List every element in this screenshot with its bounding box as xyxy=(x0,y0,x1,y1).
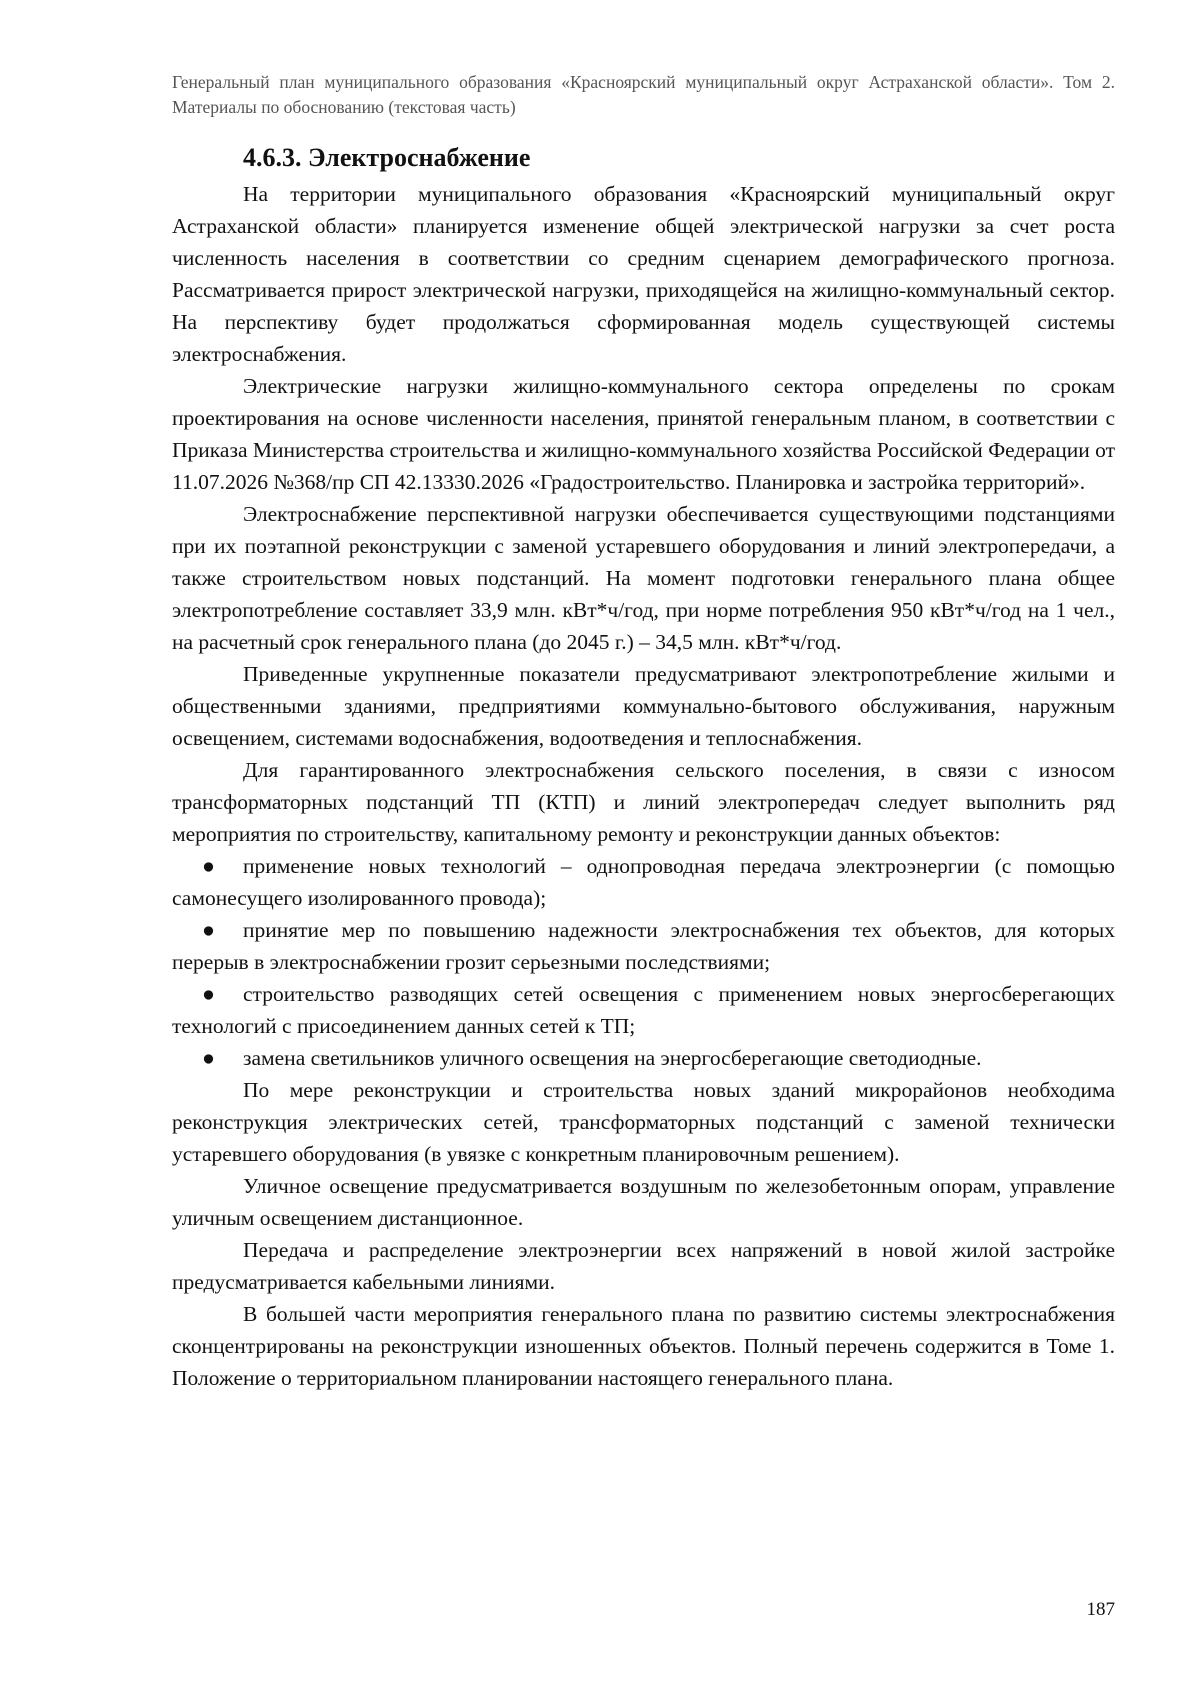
bullet-icon: ● xyxy=(202,982,215,1006)
list-item xyxy=(172,978,1115,1042)
list-item-text: принятие мер по повышению надежности электроснабжения тех объектов, для которых перерыв в электроснабжении грозит серьезными последствиями; xyxy=(172,918,1115,974)
list-item xyxy=(172,914,1115,978)
bullet-list xyxy=(172,850,1115,1074)
list-item xyxy=(172,1042,1115,1074)
list-item xyxy=(172,850,1115,914)
document-body xyxy=(172,178,1115,1394)
paragraph: Для гарантированного электроснабжения сельского поселения, в связи с износом трансформаторных подстанций ТП (КТП) и линий электропередач следует выполнить ряд мероприятия по строительству, капитальному ремонту и реконструкции данных объектов: xyxy=(172,758,1115,846)
page-number: 187 xyxy=(1086,1599,1115,1620)
paragraph: На территории муниципального образования «Красноярский муниципальный округ Астраханской области» планируется изменение общей электрической нагрузки за счет роста численность населения в соответствии со средним сценарием демографического прогноза. Рассматривается прирост электрической нагрузки, приходящейся на жилищно-коммунальный сектор. На перспективу будет продолжаться сформированная модель существующей системы электроснабжения. xyxy=(172,182,1115,366)
paragraph: Уличное освещение предусматривается воздушным по железобетонным опорам, управление уличным освещением дистанционное. xyxy=(172,1174,1115,1230)
paragraph: В большей части мероприятия генерального плана по развитию системы электроснабжения сконцентрированы на реконструкции изношенных объектов. Полный перечень содержится в Томе 1. Положение о территориальном планировании настоящего генерального плана. xyxy=(172,1302,1115,1390)
bullet-icon: ● xyxy=(202,1046,215,1070)
running-header: Генеральный план муниципального образования «Красноярский муниципальный округ Астраханской области». Том 2. Материалы по обоснованию (текстовая часть) xyxy=(172,72,1115,117)
paragraph: Электрические нагрузки жилищно-коммунального сектора определены по срокам проектирования на основе численности населения, принятой генеральным планом, в соответствии с Приказа Министерства строительства и жилищно-коммунального хозяйства Российской Федерации от 11.07.2026 №368/пр СП 42.13330.2026 «Градостроительство. Планировка и застройка территорий». xyxy=(172,374,1115,494)
bullet-icon: ● xyxy=(202,918,215,942)
paragraph: Электроснабжение перспективной нагрузки обеспечивается существующими подстанциями при их поэтапной реконструкции с заменой устаревшего оборудования и линий электропередачи, а также строительством новых подстанций. На момент подготовки генерального плана общее электропотребление составляет 33,9 млн. кВт*ч/год, при норме потребления 950 кВт*ч/год на 1 чел., на расчетный срок генерального плана (до 2045 г.) – 34,5 млн. кВт*ч/год. xyxy=(172,502,1115,654)
list-item-text: применение новых технологий – однопроводная передача электроэнергии (с помощью самонесущего изолированного провода); xyxy=(172,854,1115,910)
paragraph: Передача и распределение электроэнергии всех напряжений в новой жилой застройке предусматривается кабельными линиями. xyxy=(172,1238,1115,1294)
paragraph: Приведенные укрупненные показатели предусматривают электропотребление жилыми и общественными зданиями, предприятиями коммунально-бытового обслуживания, наружным освещением, системами водоснабжения, водоотведения и теплоснабжения. xyxy=(172,662,1115,750)
list-item-text: строительство разводящих сетей освещения с применением новых энергосберегающих технологий с присоединением данных сетей к ТП; xyxy=(172,982,1115,1038)
list-item-text: замена светильников уличного освещения на энергосберегающие светодиодные. xyxy=(243,1046,982,1070)
section-title: 4.6.3. Электроснабжение xyxy=(243,143,531,172)
paragraph: По мере реконструкции и строительства новых зданий микрорайонов необходима реконструкция электрических сетей, трансформаторных подстанций с заменой технически устаревшего оборудования (в увязке с конкретным планировочным решением). xyxy=(172,1078,1115,1166)
bullet-icon: ● xyxy=(202,854,215,878)
